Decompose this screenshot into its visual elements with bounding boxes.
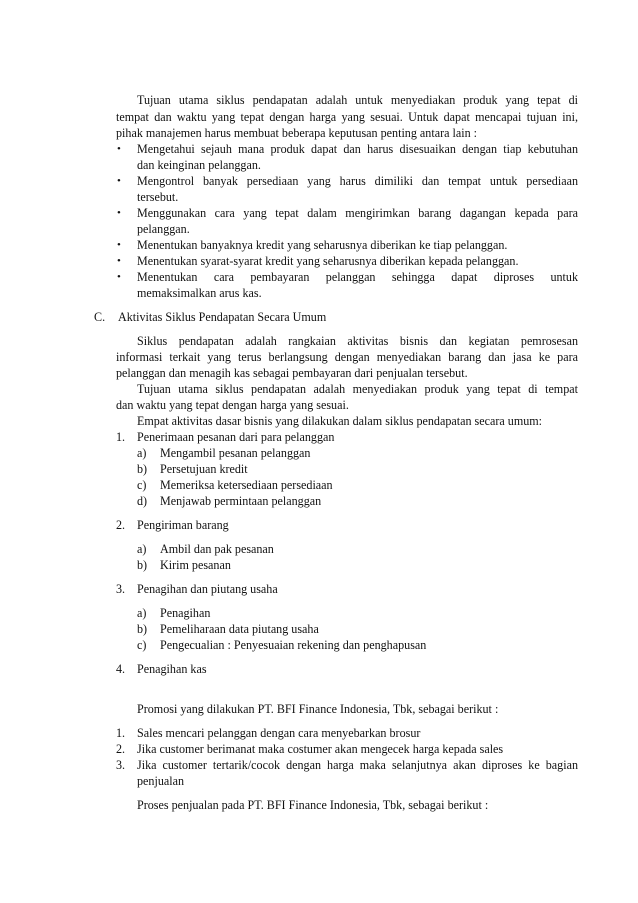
section-para-line: Tujuan utama siklus pendapatan adalah menyediakan produk yang tepat di tempat bbox=[137, 382, 578, 396]
promo-item: Jika customer berimanat maka costumer akan mengecek harga kepada sales bbox=[137, 742, 504, 756]
sub-marker: a) bbox=[137, 606, 147, 620]
sub-marker: b) bbox=[137, 462, 148, 476]
list-number: 1. bbox=[116, 430, 126, 444]
bullet-icon: • bbox=[117, 271, 121, 283]
intro-para-line: pihak manajemen harus membuat beberapa keputusan penting antara lain : bbox=[116, 126, 477, 140]
sub-marker: a) bbox=[137, 542, 147, 556]
bullet-item: Menentukan banyaknya kredit yang seharusnya diberikan ke tiap pelanggan. bbox=[137, 238, 508, 252]
sub-item: Ambil dan pak pesanan bbox=[160, 542, 274, 556]
list-number: 3. bbox=[116, 758, 126, 772]
sub-item: Persetujuan kredit bbox=[160, 462, 248, 476]
sub-marker: c) bbox=[137, 638, 147, 652]
list-number: 2. bbox=[116, 742, 126, 756]
section-title: Aktivitas Siklus Pendapatan Secara Umum bbox=[118, 310, 327, 324]
section-marker: C. bbox=[94, 310, 106, 324]
promo-item-cont: penjualan bbox=[137, 774, 185, 788]
sub-item: Memeriksa ketersediaan persediaan bbox=[160, 478, 333, 492]
promo-intro: Promosi yang dilakukan PT. BFI Finance Indonesia, Tbk, sebagai berikut : bbox=[137, 702, 499, 716]
bullet-item: Menentukan syarat-syarat kredit yang seharusnya diberikan kepada pelanggan. bbox=[137, 254, 519, 268]
promo-item: Jika customer tertarik/cocok dengan harga maka selanjutnya akan diproses ke bagian bbox=[137, 758, 578, 772]
bullet-icon: • bbox=[117, 239, 121, 251]
sub-item: Pengecualian : Penyesuaian rekening dan penghapusan bbox=[160, 638, 427, 652]
sub-item: Kirim pesanan bbox=[160, 558, 231, 572]
intro-para-line: Tujuan utama siklus pendapatan adalah untuk menyediakan produk yang tepat di bbox=[137, 93, 578, 107]
bullet-item: Mengontrol banyak persediaan yang harus dimiliki dan tempat untuk persediaan bbox=[137, 174, 578, 188]
activity-label: Pengiriman barang bbox=[137, 518, 229, 532]
sub-item: Penagihan bbox=[160, 606, 211, 620]
bullet-item-cont: dan keinginan pelanggan. bbox=[137, 158, 261, 172]
sub-marker: b) bbox=[137, 622, 148, 636]
bullet-icon: • bbox=[117, 175, 121, 187]
bullet-item: Menentukan cara pembayaran pelanggan sehingga dapat diproses untuk bbox=[137, 270, 578, 284]
sub-item: Pemeliharaan data piutang usaha bbox=[160, 622, 319, 636]
section-para-line: pelanggan dan menagih kas sebagai pembayaran dari penjualan tersebut. bbox=[116, 366, 468, 380]
list-number: 4. bbox=[116, 662, 126, 676]
list-number: 3. bbox=[116, 582, 126, 596]
list-number: 1. bbox=[116, 726, 126, 740]
bullet-item-cont: memaksimalkan arus kas. bbox=[137, 286, 262, 300]
promo-item: Sales mencari pelanggan dengan cara menyebarkan brosur bbox=[137, 726, 421, 740]
intro-para-line: tempat dan waktu yang tepat dengan harga yang sesuai. Untuk dapat mencapai tujuan ini, bbox=[116, 110, 578, 124]
sub-item: Menjawab permintaan pelanggan bbox=[160, 494, 322, 508]
proses-intro: Proses penjualan pada PT. BFI Finance Indonesia, Tbk, sebagai berikut : bbox=[137, 798, 489, 812]
activity-label: Penerimaan pesanan dari para pelanggan bbox=[137, 430, 335, 444]
bullet-icon: • bbox=[117, 143, 121, 155]
list-number: 2. bbox=[116, 518, 126, 532]
sub-marker: d) bbox=[137, 494, 148, 508]
section-para-line: dan waktu yang tepat dengan harga yang sesuai. bbox=[116, 398, 349, 412]
bullet-item: Mengetahui sejauh mana produk dapat dan harus disesuaikan dengan tiap kebutuhan bbox=[137, 142, 578, 156]
bullet-item-cont: tersebut. bbox=[137, 190, 179, 204]
bullet-item-cont: pelanggan. bbox=[137, 222, 190, 236]
activity-label: Penagihan dan piutang usaha bbox=[137, 582, 278, 596]
activity-label: Penagihan kas bbox=[137, 662, 207, 676]
bullet-item: Menggunakan cara yang tepat dalam mengirimkan barang dagangan kepada para bbox=[137, 206, 578, 220]
section-para-line: informasi terkait yang terus berlangsung dengan menyediakan barang dan jasa ke para bbox=[116, 350, 578, 364]
section-para-line: Siklus pendapatan adalah rangkaian aktivitas bisnis dan kegiatan pemrosesan bbox=[137, 334, 578, 348]
sub-marker: b) bbox=[137, 558, 148, 572]
sub-item: Mengambil pesanan pelanggan bbox=[160, 446, 311, 460]
bullet-icon: • bbox=[117, 207, 121, 219]
section-para-line: Empat aktivitas dasar bisnis yang dilakukan dalam siklus pendapatan secara umum: bbox=[137, 414, 543, 428]
sub-marker: c) bbox=[137, 478, 147, 492]
sub-marker: a) bbox=[137, 446, 147, 460]
bullet-icon: • bbox=[117, 255, 121, 267]
